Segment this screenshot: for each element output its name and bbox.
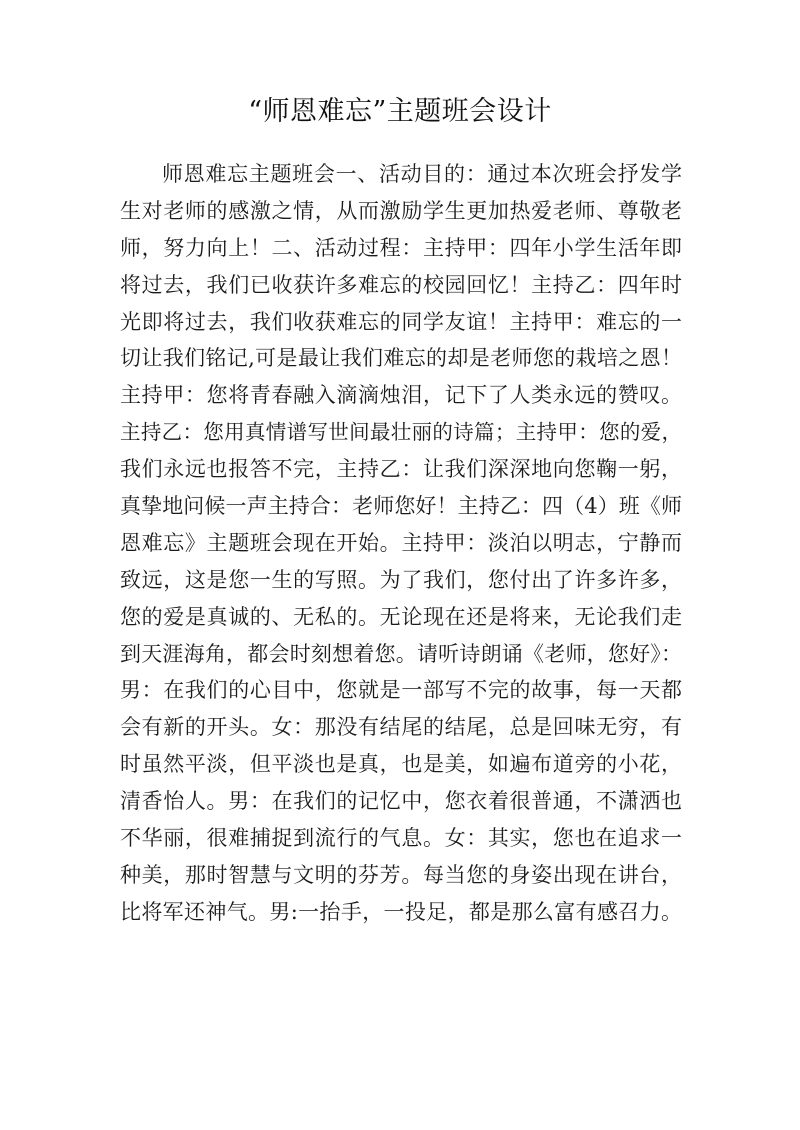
body-line: 师恩难忘主题班会一、活动目的：通过本次班会抒发学: [162, 162, 682, 186]
body-line: 种美，那时智慧与文明的芬芳。每当您的身姿出现在讲台，: [120, 862, 682, 887]
body-line: 男：在我们的心目中，您就是一部写不完的故事，每一天都: [120, 678, 682, 703]
body-line: 恩难忘》主题班会现在开始。主持甲：淡泊以明志，宁静而: [120, 530, 682, 555]
body-line: 会有新的开头。女：那没有结尾的结尾，总是回味无穷，有: [120, 715, 682, 740]
body-line: 师，努力向上！二、活动过程：主持甲：四年小学生活年即: [120, 235, 682, 260]
body-line: 到天涯海角，都会时刻想着您。请听诗朗诵《老师，您好》：: [120, 641, 682, 666]
body-line: 您的爱是真诚的、无私的。无论现在还是将来，无论我们走: [120, 604, 682, 629]
body-line: 将过去，我们已收获许多难忘的校园回忆！主持乙：四年时: [120, 272, 682, 297]
body-line: 比将军还神气。男:一抬手，一投足，都是那么富有感召力。: [120, 899, 682, 924]
body-line: 生对老师的感激之情，从而激励学生更加热爱老师、尊敬老: [120, 198, 682, 223]
body-line: 切让我们铭记,可是最让我们难忘的却是老师您的栽培之恩！: [120, 346, 682, 371]
body-line: 光即将过去，我们收获难忘的同学友谊！主持甲：难忘的一: [120, 309, 682, 334]
body-line: 主持甲：您将青春融入滴滴烛泪，记下了人类永远的赞叹。: [120, 383, 682, 408]
document-title: “师恩难忘”主题班会设计: [248, 96, 552, 127]
body-line: 致远，这是您一生的写照。为了我们，您付出了许多许多，: [120, 567, 682, 592]
body-line: 不华丽，很难捕捉到流行的气息。女：其实，您也在追求一: [120, 826, 682, 851]
document-body: [120, 156, 682, 931]
body-line: 我们永远也报答不完，主持乙：让我们深深地向您鞠一躬，: [120, 457, 682, 482]
body-line: 清香怡人。男：在我们的记忆中，您衣着很普通，不潇洒也: [120, 789, 682, 814]
body-line: 真挚地问候一声主持合：老师您好！主持乙：四（4）班《师: [120, 494, 682, 519]
body-line: 时虽然平淡，但平淡也是真，也是美，如遍布道旁的小花，: [120, 752, 682, 777]
body-line: 主持乙：您用真情谱写世间最壮丽的诗篇；主持甲：您的爱，: [120, 420, 682, 445]
